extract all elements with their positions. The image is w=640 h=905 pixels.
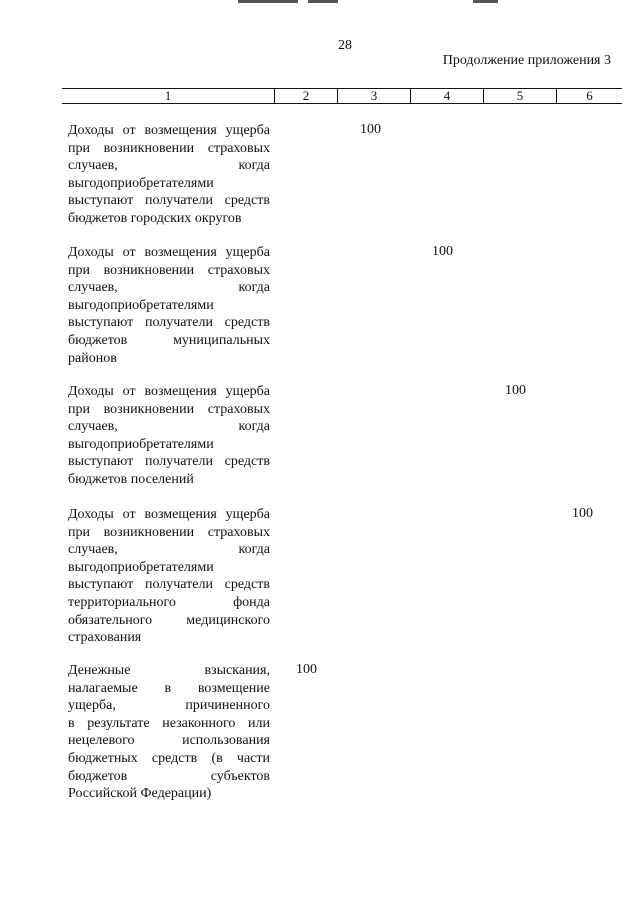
row-value-col5: 100 — [505, 383, 526, 398]
row-value-col6: 100 — [572, 506, 593, 521]
row-description: Доходы от возмещения ущерба при возникновении страховых случаев, когда выгодоприобретателями выступают получатели средств территориального фонда обязательного медицинского страхования — [68, 507, 270, 646]
row-value-col2: 100 — [296, 662, 317, 677]
top-scan-marks — [238, 0, 498, 4]
column-header-4: 4 — [411, 89, 484, 104]
column-header-3: 3 — [338, 89, 411, 104]
row-description: Доходы от возмещения ущерба при возникновении страховых случаев, когда выгодоприобретателями выступают получатели средств бюджетов городских округов — [68, 123, 270, 226]
column-header-6: 6 — [557, 89, 623, 104]
row-value-col3: 100 — [360, 122, 381, 137]
row-description: Денежные взыскания, налагаемые в возмещение ущерба, причиненного в результате незаконного или нецелевого использования бюджетных средств (в части бюджетов субъектов Российской Федерации) — [68, 663, 270, 802]
row-description: Доходы от возмещения ущерба при возникновении страховых случаев, когда выгодоприобретателями выступают получатели средств бюджетов поселений — [68, 384, 270, 487]
column-header-row — [62, 88, 622, 104]
continuation-label: Продолжение приложения 3 — [442, 53, 611, 68]
column-header-2: 2 — [275, 89, 338, 104]
column-header-1: 1 — [62, 89, 275, 104]
page-number: 28 — [338, 38, 352, 53]
row-description: Доходы от возмещения ущерба при возникновении страховых случаев, когда выгодоприобретателями выступают получатели средств бюджетов муниципальных районов — [68, 245, 270, 366]
column-header-5: 5 — [484, 89, 557, 104]
row-value-col4: 100 — [432, 244, 453, 259]
